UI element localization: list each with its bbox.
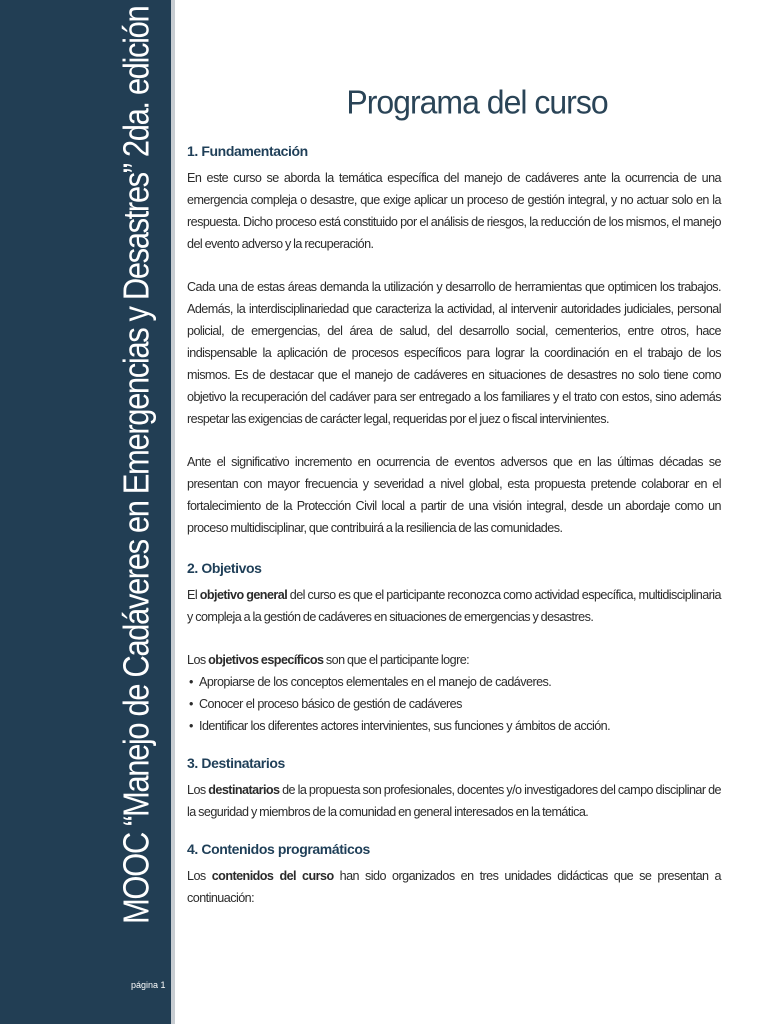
paragraph-objetivo-general [187, 584, 721, 628]
section-destinatarios [187, 755, 721, 823]
list-item: • Identificar los diferentes actores intervinientes, sus funciones y ámbitos de acción. [187, 715, 721, 737]
section-objetivos [187, 560, 721, 737]
text-run: Los [187, 869, 212, 883]
objectives-list [187, 671, 721, 737]
bold-term: contenidos del curso [211, 869, 334, 883]
page-number: página 1 [131, 980, 166, 990]
text-run: Los [187, 783, 209, 797]
section-heading: 1. Fundamentación [187, 143, 308, 159]
section-heading: 4. Contenidos programáticos [187, 841, 370, 857]
paragraph: Cada una de estas áreas demanda la utilización y desarrollo de herramientas que optimicen los trabajos. Además, la interdisciplinariedad que caracteriza la actividad, al intervenir autoridades judiciales, personal policial, de emergencias, del área de salud, del desarrollo social, cementerios, entre otros, hace indispensable la aplicación de procesos específicos para lograr la coordinación en el trabajo de los mismos. Es de destacar que el manejo de cadáveres en situaciones de desastres no solo tiene como objetivo la recuperación del cadáver para ser entregado a los familiares y el trato con estos, sino además respetar las exigencias de carácter legal, requeridas por el juez o fiscal intervinientes. [187, 280, 721, 426]
text-run: de la propuesta son profesionales, docentes y/o investigadores del campo disciplinar de la seguridad y miembros de la comunidad en general interesados en la temática. [187, 783, 722, 819]
bold-term: destinatarios [208, 783, 280, 797]
section-fundamentacion [187, 143, 721, 539]
paragraph: En este curso se aborda la temática específica del manejo de cadáveres ante la ocurrencia de una emergencia compleja o desastre, que exige aplicar un proceso de gestión integral, y no actuar solo en la respuesta. Dicho proceso está constituido por el análisis de riesgos, la reducción de los mismos, el manejo del evento adverso y la recuperación. [187, 171, 721, 251]
text-run: Los [187, 653, 209, 667]
paragraph [187, 779, 721, 823]
sidebar-divider [171, 0, 175, 1024]
bold-term: objetivo general [199, 588, 288, 602]
text-run: del curso es que el participante reconozca como actividad específica, multidisciplinaria y compleja a la gestión de cadáveres en situaciones de emergencias y desastres. [187, 588, 721, 624]
section-heading: 3. Destinatarios [187, 755, 285, 771]
text-run: han sido organizados en tres unidades didácticas que se presentan a continuación: [187, 869, 721, 905]
paragraph: Ante el significativo incremento en ocurrencia de eventos adversos que en las últimas décadas se presentan con mayor frecuencia y severidad a nivel global, esta propuesta pretende colaborar en el fortalecimiento de la Protección Civil local a partir de una visión integral, desde un abordaje como un proceso multidisciplinar, que contribuirá a la resiliencia de las comunidades. [187, 455, 721, 535]
text-run: El [187, 588, 200, 602]
sidebar-band [0, 0, 171, 1024]
paragraph-objetivos-especificos [187, 649, 721, 671]
bold-term: objetivos específicos [208, 653, 324, 667]
text-run: son que el participante logre: [323, 653, 470, 667]
page-title: Programa del curso [346, 83, 608, 121]
page-content [187, 84, 721, 930]
paragraph [187, 865, 721, 909]
section-contenidos [187, 841, 721, 909]
section-heading: 2. Objetivos [187, 560, 262, 576]
list-item: • Conocer el proceso básico de gestión de cadáveres [187, 693, 721, 715]
list-item: • Apropiarse de los conceptos elementales en el manejo de cadáveres. [187, 671, 721, 693]
sidebar-course-title: MOOC “Manejo de Cadáveres en Emergencias y Desastres” 2da. edición [115, 6, 157, 924]
